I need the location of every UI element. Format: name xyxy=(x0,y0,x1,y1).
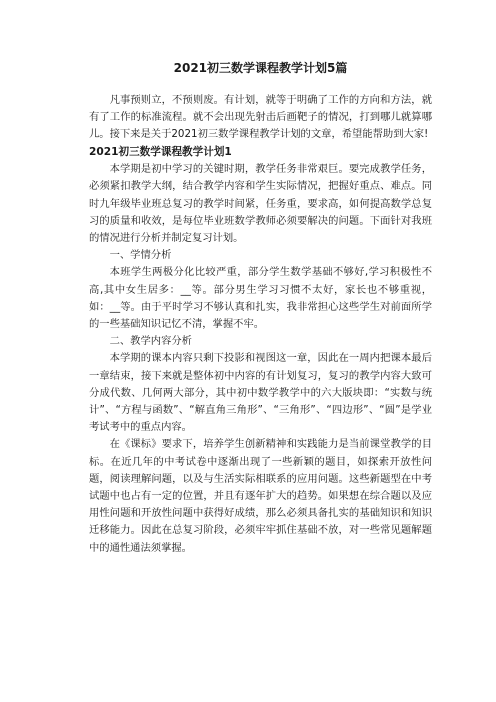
curriculum-standard-paragraph: 在《课标》要求下，培养学生创新精神和实践能力是当前课堂教学的目标。在近几年的中考试卷中逐渐出现了一些新颖的题目，如探索开放性问题，阅读理解问题，以及与生活实际相联系的应用问题。这些新题型在中考试题中也占有一定的位置，并且有逐年扩大的趋势。如果想在综合题以及应用性问题和开放性问题中获得好成绩，那么必须具备扎实的基础知识和知识迁移能力。因此在总复习阶段，必须牢牢抓住基础不放，对一些常见题解题中的通性通法须掌握。 xyxy=(89,438,432,554)
section-heading-content-analysis: 二、教学内容分析 xyxy=(109,335,192,348)
document-page xyxy=(89,60,432,557)
plan-1-paragraph: 本学期是初中学习的关键时期，教学任务非常艰巨。要完成教学任务，必须紧扣教学大纲，结合教学内容和学生实际情况，把握好重点、难点。同时九年级毕业班总复习的教学时间紧，任务重，要求高，如何提高数学总复习的质量和收效，是每位毕业班数学教师必须要解决的问题。下面针对我班的情况进行分析并制定复习计划。 xyxy=(89,163,432,244)
intro-paragraph: 凡事预则立，不预则废。有计划，就等于明确了工作的方向和方法，就有了工作的标准流程。就不会出现先射击后画靶子的情况，打到哪儿就算哪儿。接下来是关于2021初三数学课程教学计划的文章，希望能帮助到大家! xyxy=(89,94,432,141)
section-heading-student-analysis: 一、学情分析 xyxy=(109,249,172,262)
plan-1-heading: 2021初三数学课程教学计划1 xyxy=(89,145,232,158)
document-title: 2021初三数学课程教学计划5篇 xyxy=(173,61,348,75)
content-analysis-paragraph: 本学期的课本内容只剩下投影和视图这一章，因此在一周内把课本最后一章结束，接下来就是整体初中内容的有计划复习，复习的教学内容大致可分成代数、几何两大部分，其中初中数学教学中的六大版块即：“实数与统计”、“方程与函数”、“解直角三角形”、“三角形”、“四边形”、“圆”是学业考试考中的重点内容。 xyxy=(89,352,432,434)
student-analysis-paragraph: 本班学生两极分化比较严重，部分学生数学基础不够好,学习积极性不高,其中女生居多：__等。部分男生学习习惯不太好，家长也不够重视，如：__等。由于平时学习不够认真和扎实，我非常担心这些学生对前面所学的一些基础知识记忆不清，掌握不牢。 xyxy=(89,266,432,330)
